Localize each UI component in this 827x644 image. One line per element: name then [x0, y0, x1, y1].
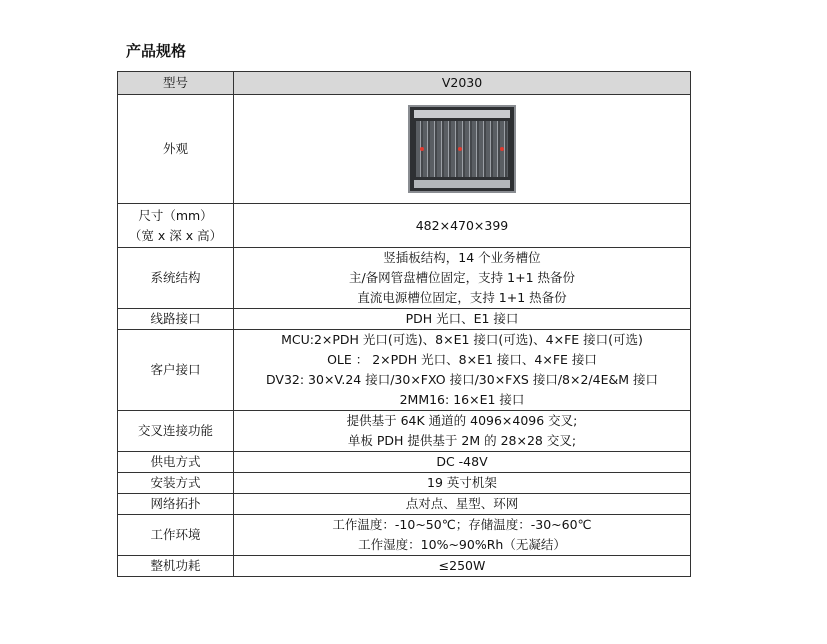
row-label-line: 整机功耗 [150, 558, 201, 573]
row-value [234, 515, 691, 556]
row-value-line: ≤250W [438, 558, 486, 573]
row-label-line: 尺寸（mm） [138, 207, 213, 223]
row-value [234, 473, 691, 494]
table-row [118, 556, 691, 577]
table-row [118, 248, 691, 309]
section-title: 产品规格 [126, 42, 187, 60]
row-label [118, 452, 234, 473]
row-value [234, 411, 691, 452]
row-value-line: MCU:2×PDH 光口(可选)、8×E1 接口(可选)、4×FE 接口(可选) [281, 332, 643, 347]
row-value-line: 单板 PDH 提供基于 2M 的 28×28 交叉; [347, 433, 577, 448]
row-label [118, 556, 234, 577]
table-row [118, 494, 691, 515]
row-value-line: 直流电源槽位固定，支持 1+1 热备份 [357, 290, 567, 305]
row-label-line: 客户接口 [150, 362, 201, 377]
table-row [118, 473, 691, 494]
row-value [234, 248, 691, 309]
table-row [118, 515, 691, 556]
row-label-line: （宽 x 深 x 高） [128, 227, 223, 243]
row-label [118, 494, 234, 515]
row-label [118, 411, 234, 452]
row-label-line: 工作环境 [150, 527, 201, 542]
row-value [234, 452, 691, 473]
row-value-line: 2MM16: 16×E1 接口 [399, 392, 525, 407]
appearance-cell [234, 95, 691, 204]
table-row [118, 95, 691, 204]
table-header-row [118, 72, 691, 95]
row-label [118, 515, 234, 556]
row-value [234, 556, 691, 577]
row-value-line: 19 英寸机架 [427, 475, 497, 490]
row-label [118, 95, 234, 204]
row-label-line: 供电方式 [150, 454, 201, 469]
row-label [118, 330, 234, 411]
row-label-line: 安装方式 [150, 475, 201, 490]
row-value [234, 204, 691, 248]
row-value-line: 竖插板结构，14 个业务槽位 [383, 250, 541, 265]
row-value-line: DV32: 30×V.24 接口/30×FXO 接口/30×FXS 接口/8×2/4E&M 接口 [266, 372, 658, 387]
table-row [118, 452, 691, 473]
header-model-value: V2030 [234, 72, 691, 95]
table-row [118, 411, 691, 452]
row-value-line: 工作温度：-10~50℃；存储温度：-30~60℃ [332, 517, 592, 532]
row-label [118, 309, 234, 330]
row-label-line: 线路接口 [150, 311, 201, 326]
row-label-line: 交叉连接功能 [137, 423, 213, 438]
row-value [234, 330, 691, 411]
row-value-line: 主/备网管盘槽位固定，支持 1+1 热备份 [348, 270, 576, 285]
row-label-line: 网络拓扑 [150, 496, 201, 511]
header-model-label: 型号 [118, 72, 234, 95]
row-label [118, 204, 234, 248]
row-label-line: 外观 [162, 141, 188, 156]
row-value-line: DC -48V [436, 454, 488, 469]
table-row [118, 330, 691, 411]
row-value-line: 482×470×399 [415, 217, 509, 233]
row-label [118, 473, 234, 494]
spec-table [117, 71, 691, 577]
device-chassis-image [408, 105, 516, 193]
row-value-line: PDH 光口、E1 接口 [405, 311, 519, 326]
row-label [118, 248, 234, 309]
row-value-line: 点对点、星型、环网 [405, 496, 519, 511]
row-value-line: OLE ： 2×PDH 光口、8×E1 接口、4×FE 接口 [327, 352, 597, 367]
row-value-line: 工作湿度：10%~90%Rh（无凝结） [358, 537, 566, 552]
row-value [234, 494, 691, 515]
table-row [118, 204, 691, 248]
row-value [234, 309, 691, 330]
row-label-line: 系统结构 [150, 270, 201, 285]
table-row [118, 309, 691, 330]
row-value-line: 提供基于 64K 通道的 4096×4096 交叉; [346, 413, 578, 428]
